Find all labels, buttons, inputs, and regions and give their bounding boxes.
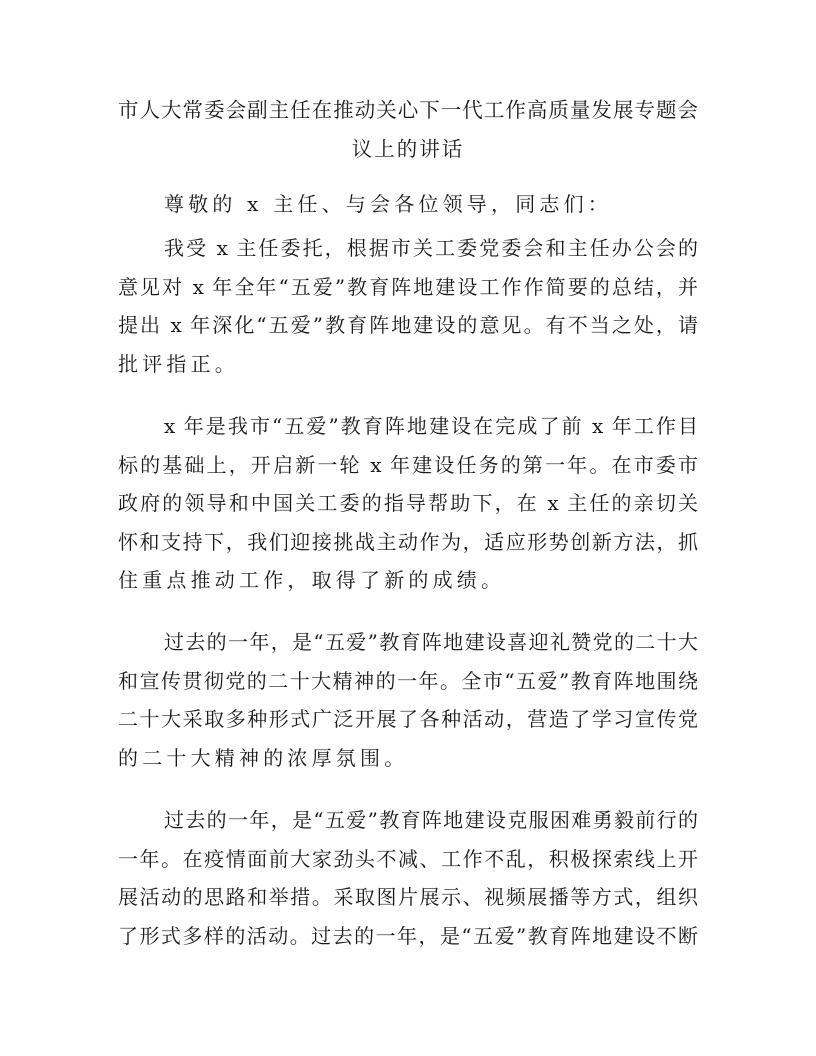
text-line: 展活动的思路和举措。采取图片展示、视频展播等方式，组织 — [118, 885, 698, 909]
text-line: 意见对 x 年全年“五爱”教育阵地建设工作作简要的总结，并 — [118, 274, 698, 299]
text-line: 政府的领导和中国关工委的指导帮助下，在 x 主任的亲切关 — [118, 491, 698, 515]
text-line: 一年。在疫情面前大家劲头不减、工作不乱，积极探索线上开 — [118, 846, 698, 871]
text-line: 的二十大精神的浓厚氛围。 — [118, 745, 409, 770]
paragraph-1 — [118, 229, 698, 383]
document-title — [118, 91, 698, 168]
text-line: 和宣传贯彻党的二十大精神的一年。全市“五爱”教育阵地围绕 — [118, 668, 698, 693]
text-line: 住重点推动工作，取得了新的成绩。 — [118, 568, 506, 592]
text-line: 过去的一年，是“五爱”教育阵地建设克服困难勇毅前行的 — [164, 808, 698, 832]
text-line: 批评指正。 — [118, 351, 239, 376]
text-line: 了形式多样的活动。过去的一年，是“五爱”教育阵地建设不断 — [118, 923, 698, 948]
greeting-line: 尊敬的 x 主任、与会各位领导，同志们： — [164, 192, 612, 216]
title-line: 市人大常委会副主任在推动关心下一代工作高质量发展专题会 — [118, 98, 698, 122]
text-line: 二十大采取多种形式广泛开展了各种活动，营造了学习宣传党 — [118, 707, 698, 731]
text-line: 怀和支持下，我们迎接挑战主动作为，适应形势创新方法，抓 — [118, 529, 698, 554]
paragraph-4 — [118, 801, 698, 955]
paragraph-3 — [118, 623, 698, 777]
text-line: 标的基础上，开启新一轮 x 年建设任务的第一年。在市委市 — [118, 452, 698, 477]
text-line: 提出 x 年深化“五爱”教育阵地建设的意见。有不当之处，请 — [118, 313, 698, 337]
text-line: 过去的一年，是“五爱”教育阵地建设喜迎礼赞党的二十大 — [164, 630, 698, 654]
greeting — [118, 185, 698, 224]
title-line: 议上的讲话 — [351, 136, 465, 161]
text-line: 我受 x 主任委托，根据市关工委党委会和主任办公会的 — [164, 236, 698, 260]
paragraph-2 — [118, 407, 698, 600]
text-line: x 年是我市“五爱”教育阵地建设在完成了前 x 年工作目 — [164, 414, 698, 438]
